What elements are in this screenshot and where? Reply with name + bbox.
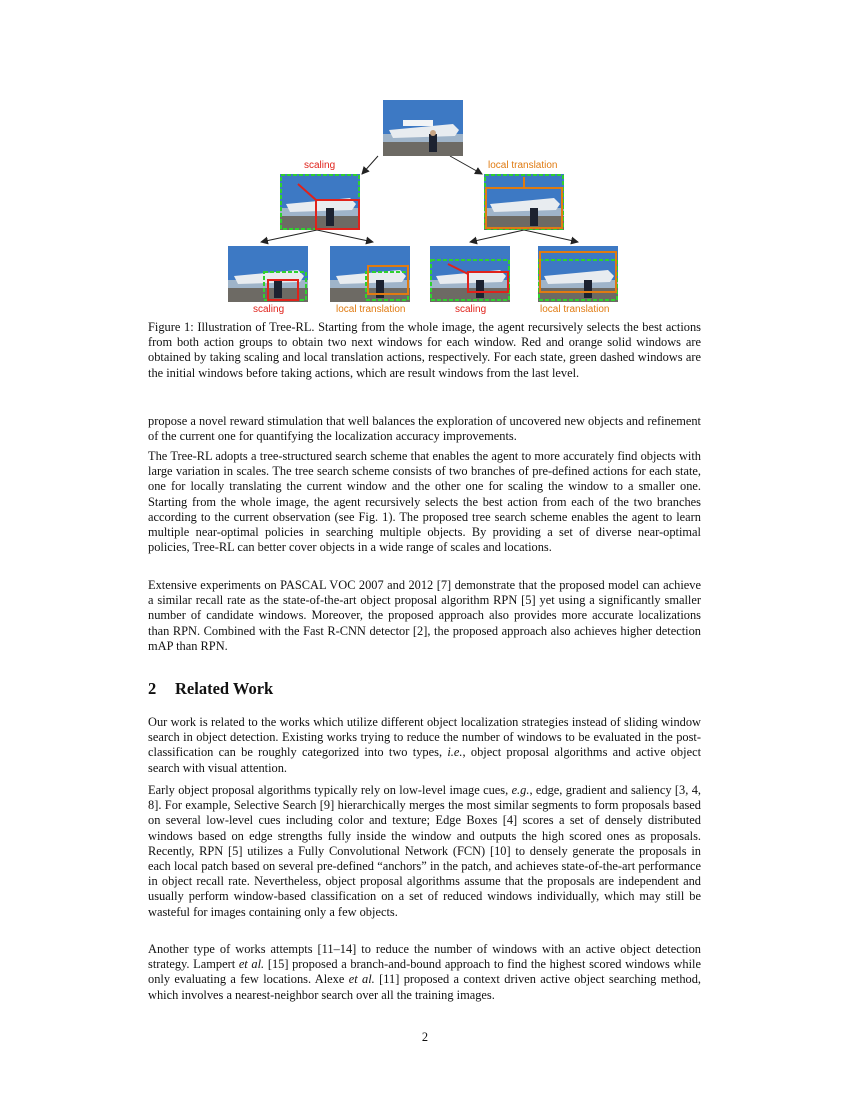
arrow-right-right xyxy=(524,230,578,242)
level2-image-2 xyxy=(330,246,410,302)
label-bottom-4: local translation xyxy=(540,304,610,315)
section-heading xyxy=(148,679,273,699)
label-mid-scaling: scaling xyxy=(304,160,336,171)
p6-text-b: [15] proposed a branch-and-bound approach to find the highest scored windows while only evaluating a few locations. Alexe xyxy=(148,957,701,987)
paragraph-5 xyxy=(148,783,701,920)
p6-text-c: [11] proposed a context driven active object searching method, which involves a nearest-neighbor search over all the training images. xyxy=(148,972,702,1002)
paragraph-3: Extensive experiments on PASCAL VOC 2007 and 2012 [7] demonstrate that the proposed model can achieve a similar recall rate as the state-of-the-art object proposal algorithm RPN [5] yet using a significantly smaller number of candidate windows. Moreover, the proposed approach also provides more accurate localizations than RPN. Combined with the Fast R-CNN detector [2], the proposed approach also achieves higher detection mAP than RPN. xyxy=(148,578,701,653)
arrow-root-right xyxy=(450,156,482,174)
level2-image-1 xyxy=(228,246,308,302)
label-bottom-2: local translation xyxy=(336,304,406,315)
section-title: Related Work xyxy=(175,679,274,698)
figure-1 xyxy=(150,96,700,318)
level2-image-3 xyxy=(430,246,510,302)
p5-eg: e.g. xyxy=(511,783,530,797)
root-image xyxy=(383,100,463,156)
p6-etal-1: et al. xyxy=(238,957,265,972)
arrow-root-left xyxy=(362,156,378,174)
page-number: 2 xyxy=(421,1030,429,1044)
p6-etal-2: et al. xyxy=(348,972,375,987)
figure-caption: Figure 1: Illustration of Tree-RL. Starting from the whole image, the agent recursively selects the best actions from both action groups to obtain two next windows for each window. Red and orange solid windows are obtained by taking scaling and local translation actions, respectively. For each state, green dashed windows are the initial windows before taking actions, which are result windows from the last level. xyxy=(148,320,701,380)
arrow-left-right xyxy=(317,230,373,242)
level1-scaling-image xyxy=(280,174,360,230)
p4-ie: i.e. xyxy=(447,745,463,760)
level1-translation-image xyxy=(484,174,564,230)
section-number: 2 xyxy=(148,679,157,698)
p6-text-a: Another type of works attempts [11–14] to reduce the number of windows with an active object detection strategy. Lampert xyxy=(148,942,701,972)
paragraph-2: The Tree-RL adopts a tree-structured search scheme that enables the agent to more accurately find objects with large variation in scales. The tree search scheme consists of two branches of pre-defined actions for each state, one for locally translating the current window and the other one for scaling the window to a smaller one. Starting from the whole image, the agent recursively selects the best action from each of the two branches according to the current observation (see Fig. 1). The proposed tree search scheme enables the agent to learn multiple near-optimal policies in searching multiple objects. By providing a set of diverse near-optimal policies, Tree-RL can better cover objects in a wide range of scales and locations. xyxy=(148,449,701,555)
p5-text-b: , edge, gradient and saliency [3, 4, 8]. For example, Selective Search [9] hierarchically merges the most similar segments to form proposals based on several low-level cues including color and texture; Edge Boxes [4] scores a set of densely distributed windows based on edge strengths fully inside the window and outputs the high scored ones as proposals. Recently, RPN [5] utilizes a Fully Convolutional Network (FCN) [10] to densely generate the proposals in each local patch based on several pre-defined “anchors” in the patch, and achieves state-of-the-art performance in object recall rate. Nevertheless, object proposal algorithms assume that the proposals are independent and usually perform window-based classification on a set of reduced windows individually, which may still be wasteful for images containing only a few objects. xyxy=(148,783,701,919)
p5-text-a: Early object proposal algorithms typically rely on low-level image cues, xyxy=(148,783,512,797)
paragraph-1: propose a novel reward stimulation that well balances the exploration of uncovered new objects and refinement of the current one for quantifying the localization accuracy improvements. xyxy=(148,414,701,444)
label-bottom-3: scaling xyxy=(455,304,487,315)
paragraph-6 xyxy=(148,942,701,1003)
p4-text-b: , object proposal algorithms and active object search with visual attention. xyxy=(148,745,702,775)
level2-image-4 xyxy=(538,246,618,302)
p4-text-a: Our work is related to the works which utilize different object localization strategies instead of sliding window search in object detection. Existing works trying to reduce the number of windows to be evaluated in the post-classification can be roughly categorized into two types, xyxy=(148,715,701,760)
paragraph-4 xyxy=(148,715,701,776)
label-mid-translation: local translation xyxy=(488,160,558,171)
arrow-right-left xyxy=(470,230,524,242)
label-bottom-1: scaling xyxy=(253,304,285,315)
arrow-left-left xyxy=(261,230,317,242)
